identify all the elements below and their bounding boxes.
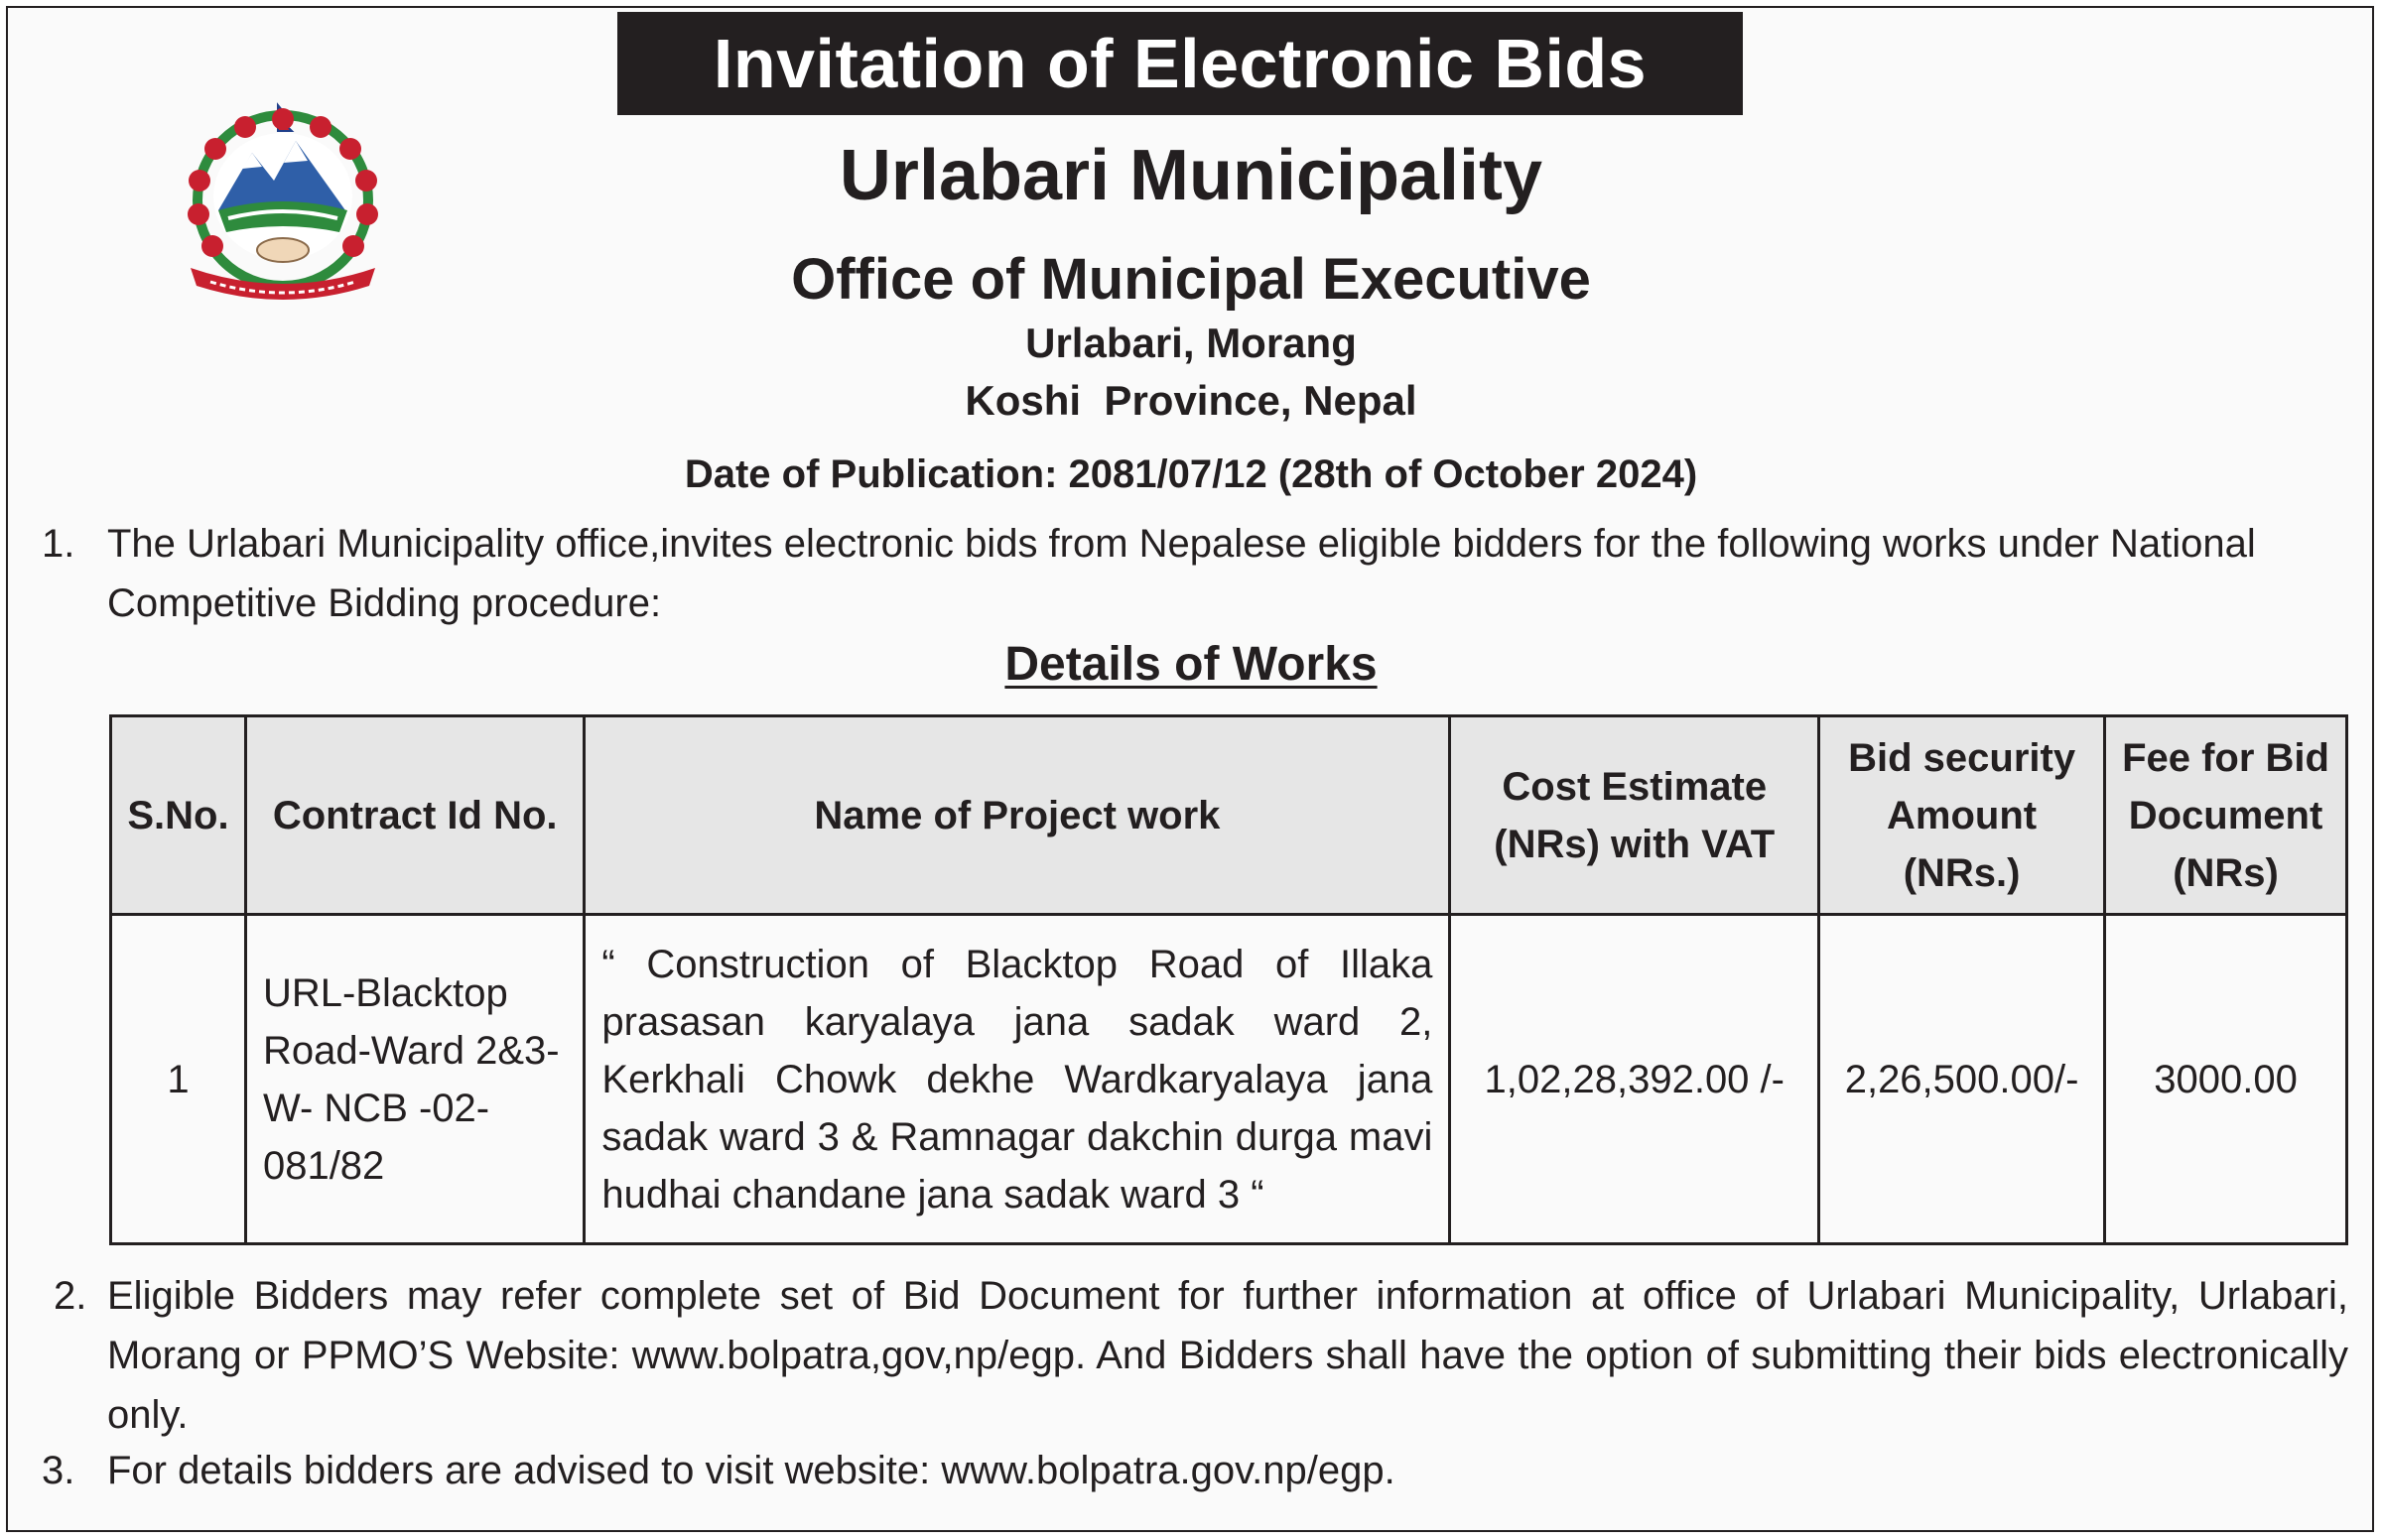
paragraph-number: 2. — [54, 1274, 87, 1318]
paragraph-website: For details bidders are advised to visit website: www.bolpatra.gov.np/egp. — [107, 1449, 1395, 1492]
cell-contract-id: URL-Blacktop Road-Ward 2&3-W- NCB -02-081/82 — [245, 915, 584, 1244]
cell-bid-fee: 3000.00 — [2105, 915, 2347, 1244]
paragraph-invitation: The Urlabari Municipality office,invites electronic bids from Nepalese eligible bidders for the following works under National Competitive Bidding procedure: — [107, 522, 2256, 625]
paragraph-number: 1. — [42, 522, 75, 566]
cell-sno: 1 — [111, 915, 246, 1244]
details-heading-text: Details of Works — [1004, 638, 1378, 691]
details-of-works-heading — [0, 637, 2382, 692]
address-line-1: Urlabari, Morang — [1025, 320, 1357, 366]
notice-title-banner: Invitation of Electronic Bids — [617, 12, 1743, 115]
header-bid-security: Bid security Amount (NRs.) — [1819, 716, 2105, 915]
office-name: Office of Municipal Executive — [791, 247, 1591, 312]
table-header-row — [111, 716, 2347, 915]
table-row — [111, 915, 2347, 1244]
cell-bid-security: 2,26,500.00/- — [1819, 915, 2105, 1244]
header-sno: S.No. — [111, 716, 246, 915]
works-table — [109, 714, 2348, 1245]
header-contract-id: Contract Id No. — [245, 716, 584, 915]
cell-cost-estimate: 1,02,28,392.00 /- — [1450, 915, 1819, 1244]
header-project-name: Name of Project work — [585, 716, 1450, 915]
cell-project-name: “ Construction of Blacktop Road of Illaka prasasan karyalaya jana sadak ward 2, Kerkhali Chowk dekhe Wardkaryalaya jana sadak ward 3 & Ramnagar dakchin durga mavi hudhai chandane jana sadak ward 3 “ — [585, 915, 1450, 1244]
header-bid-fee: Fee for Bid Document (NRs) — [2105, 716, 2347, 915]
paragraph-number: 3. — [42, 1449, 75, 1492]
paragraph-bid-document: Eligible Bidders may refer complete set of Bid Document for further information at office of Urlabari Municipality, Urlabari, Morang or PPMO’S Website: www.bolpatra,gov,np/egp. And Bidders shall have the option of submitting their bids electronically only. — [107, 1274, 2348, 1437]
address-line-2: Koshi Province, Nepal — [965, 377, 1417, 424]
organization-name: Urlabari Municipality — [839, 136, 1543, 215]
header-cost-estimate: Cost Estimate (NRs) with VAT — [1450, 716, 1819, 915]
publication-date: Date of Publication: 2081/07/12 (28th of October 2024) — [684, 452, 1698, 496]
